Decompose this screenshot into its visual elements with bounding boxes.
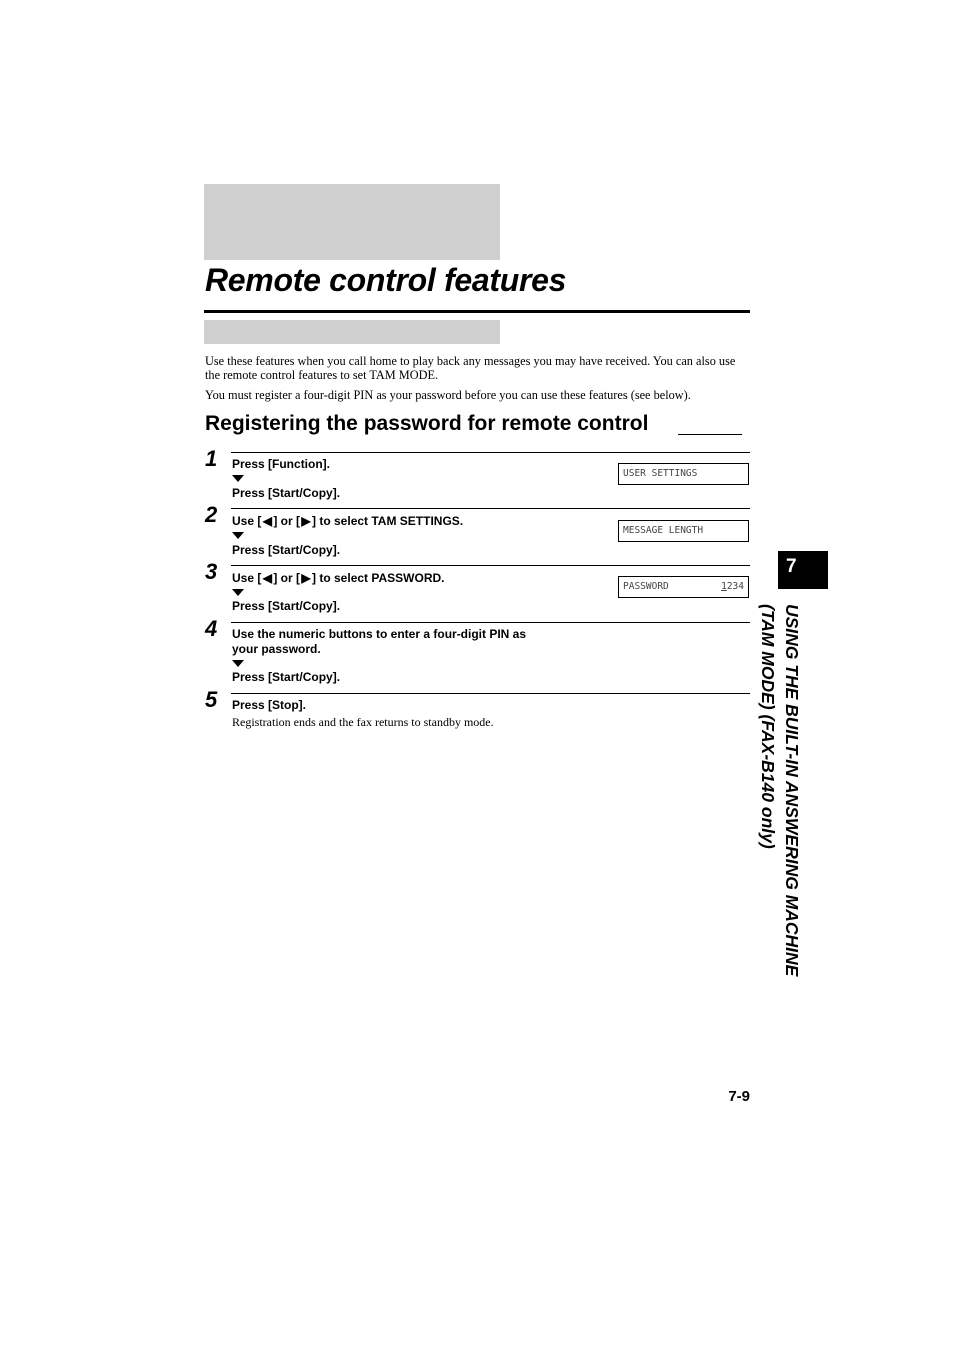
- page-number: 7-9: [728, 1088, 750, 1105]
- step-divider: [231, 693, 750, 694]
- left-arrow-key-icon: ◀: [262, 514, 272, 528]
- step-number: 4: [205, 616, 218, 641]
- step-instruction: Use the numeric buttons to enter a four-digit PIN as your password.: [232, 627, 527, 656]
- step-description: Registration ends and the fax returns to standby mode.: [232, 715, 494, 729]
- heading-underline: [678, 434, 742, 435]
- down-arrow-icon: [232, 475, 244, 482]
- step-number: 2: [205, 502, 218, 527]
- lcd-display: MESSAGE LENGTH: [618, 520, 749, 542]
- chapter-side-title: [752, 604, 804, 1034]
- intro-paragraph-1: Use these features when you call home to play back any messages you may have received. You can also use the remote control features to set TAM MODE.: [205, 354, 736, 382]
- left-arrow-key-icon: ◀: [262, 571, 272, 585]
- subheader-gray-bar: [204, 320, 500, 344]
- step-divider: [231, 452, 750, 453]
- step-divider: [231, 622, 750, 623]
- lcd-display: PASSWORD 1234: [618, 576, 749, 598]
- step-divider: [231, 508, 750, 509]
- section-heading: Registering the password for remote control: [205, 412, 649, 435]
- down-arrow-icon: [232, 589, 244, 596]
- lcd-pin: 1234: [721, 581, 744, 592]
- chapter-title-line-1: USING THE BUILT-IN ANSWERING MACHINE: [782, 604, 802, 977]
- step-number: 1: [205, 446, 218, 471]
- step-instruction: Use [◀] or [▶] to select PASSWORD.: [232, 571, 445, 585]
- lcd-display: USER SETTINGS: [618, 463, 749, 485]
- chapter-title-line-2: (TAM MODE) (FAX-B140 only): [758, 604, 778, 849]
- step-number: 3: [205, 559, 218, 584]
- step-instruction: Press [Stop].: [232, 698, 307, 712]
- chapter-tab: 7: [778, 551, 828, 589]
- page-title: Remote control features: [205, 262, 567, 298]
- down-arrow-icon: [232, 660, 244, 667]
- step-number: 5: [205, 687, 218, 712]
- step-divider: [231, 565, 750, 566]
- down-arrow-icon: [232, 532, 244, 539]
- step-action: Press [Start/Copy].: [232, 543, 341, 557]
- right-arrow-key-icon: ▶: [301, 571, 311, 585]
- step-action: Press [Start/Copy].: [232, 670, 341, 684]
- step-action: Press [Start/Copy].: [232, 486, 341, 500]
- intro-paragraph-2: You must register a four-digit PIN as your password before you can use these features (see below).: [205, 388, 691, 402]
- right-arrow-key-icon: ▶: [301, 514, 311, 528]
- title-rule: [204, 310, 750, 313]
- step-action: Press [Start/Copy].: [232, 599, 341, 613]
- step-instruction: Use [◀] or [▶] to select TAM SETTINGS.: [232, 514, 464, 528]
- header-gray-bar: [204, 184, 500, 260]
- step-instruction: Press [Function].: [232, 457, 331, 471]
